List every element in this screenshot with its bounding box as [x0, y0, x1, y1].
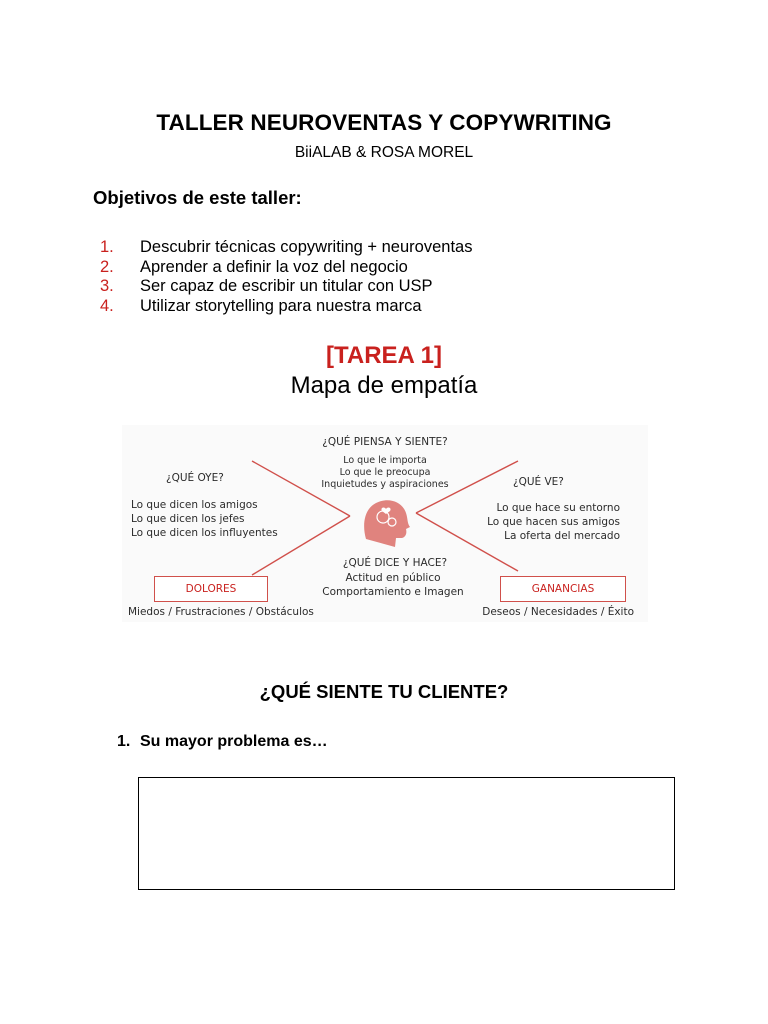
- question-number: 1.: [117, 733, 131, 750]
- list-item-number: 4.: [100, 297, 114, 315]
- see-line: Lo que hacen sus amigos: [487, 516, 620, 528]
- pains-detail: Miedos / Frustraciones / Obstáculos: [128, 606, 314, 618]
- think-feel-heading: ¿QUÉ PIENSA Y SIENTE?: [322, 436, 448, 448]
- hear-heading: ¿QUÉ OYE?: [166, 472, 224, 484]
- question-item: [117, 733, 328, 751]
- hear-line: Lo que dicen los amigos: [131, 499, 258, 511]
- task-title: Mapa de empatía: [290, 372, 478, 399]
- see-line: Lo que hace su entorno: [496, 502, 620, 514]
- hear-line: Lo que dicen los jefes: [131, 513, 245, 525]
- think-feel-line: Inquietudes y aspiraciones: [321, 479, 449, 490]
- list-item-number: 1.: [100, 238, 114, 256]
- list-item-number: 3.: [100, 277, 114, 295]
- say-do-line: Comportamiento e Imagen: [322, 586, 464, 598]
- page-title: TALLER NEUROVENTAS Y COPYWRITING: [156, 110, 612, 135]
- think-feel-line: Lo que le importa: [343, 455, 427, 466]
- think-feel-line: Lo que le preocupa: [339, 467, 431, 478]
- head-with-brain-heart-icon: [364, 500, 410, 547]
- empathy-map: [122, 425, 648, 622]
- say-do-line: Actitud en público: [345, 572, 441, 584]
- list-item-number: 2.: [100, 258, 114, 276]
- list-item-text: Descubrir técnicas copywriting + neuroventas: [140, 238, 473, 256]
- list-item-text: Aprender a definir la voz del negocio: [140, 258, 408, 276]
- list-item-text: Ser capaz de escribir un titular con USP: [140, 277, 433, 295]
- gains-box: GANANCIAS: [500, 576, 626, 602]
- list-item-text: Utilizar storytelling para nuestra marca: [140, 297, 422, 315]
- hear-line: Lo que dicen los influyentes: [131, 527, 278, 539]
- page-subtitle: BiiALAB & ROSA MOREL: [294, 144, 474, 161]
- see-line: La oferta del mercado: [504, 530, 620, 542]
- answer-box[interactable]: [138, 777, 675, 890]
- pains-box: DOLORES: [154, 576, 268, 602]
- say-do-heading: ¿QUÉ DICE Y HACE?: [342, 557, 448, 569]
- objectives-heading: Objetivos de este taller:: [93, 187, 302, 208]
- questions-heading: ¿QUÉ SIENTE TU CLIENTE?: [259, 681, 509, 702]
- task-label: [TAREA 1]: [326, 342, 442, 369]
- gains-detail: Deseos / Necesidades / Éxito: [482, 606, 634, 618]
- see-heading: ¿QUÉ VE?: [513, 476, 564, 488]
- question-text: Su mayor problema es…: [140, 733, 328, 750]
